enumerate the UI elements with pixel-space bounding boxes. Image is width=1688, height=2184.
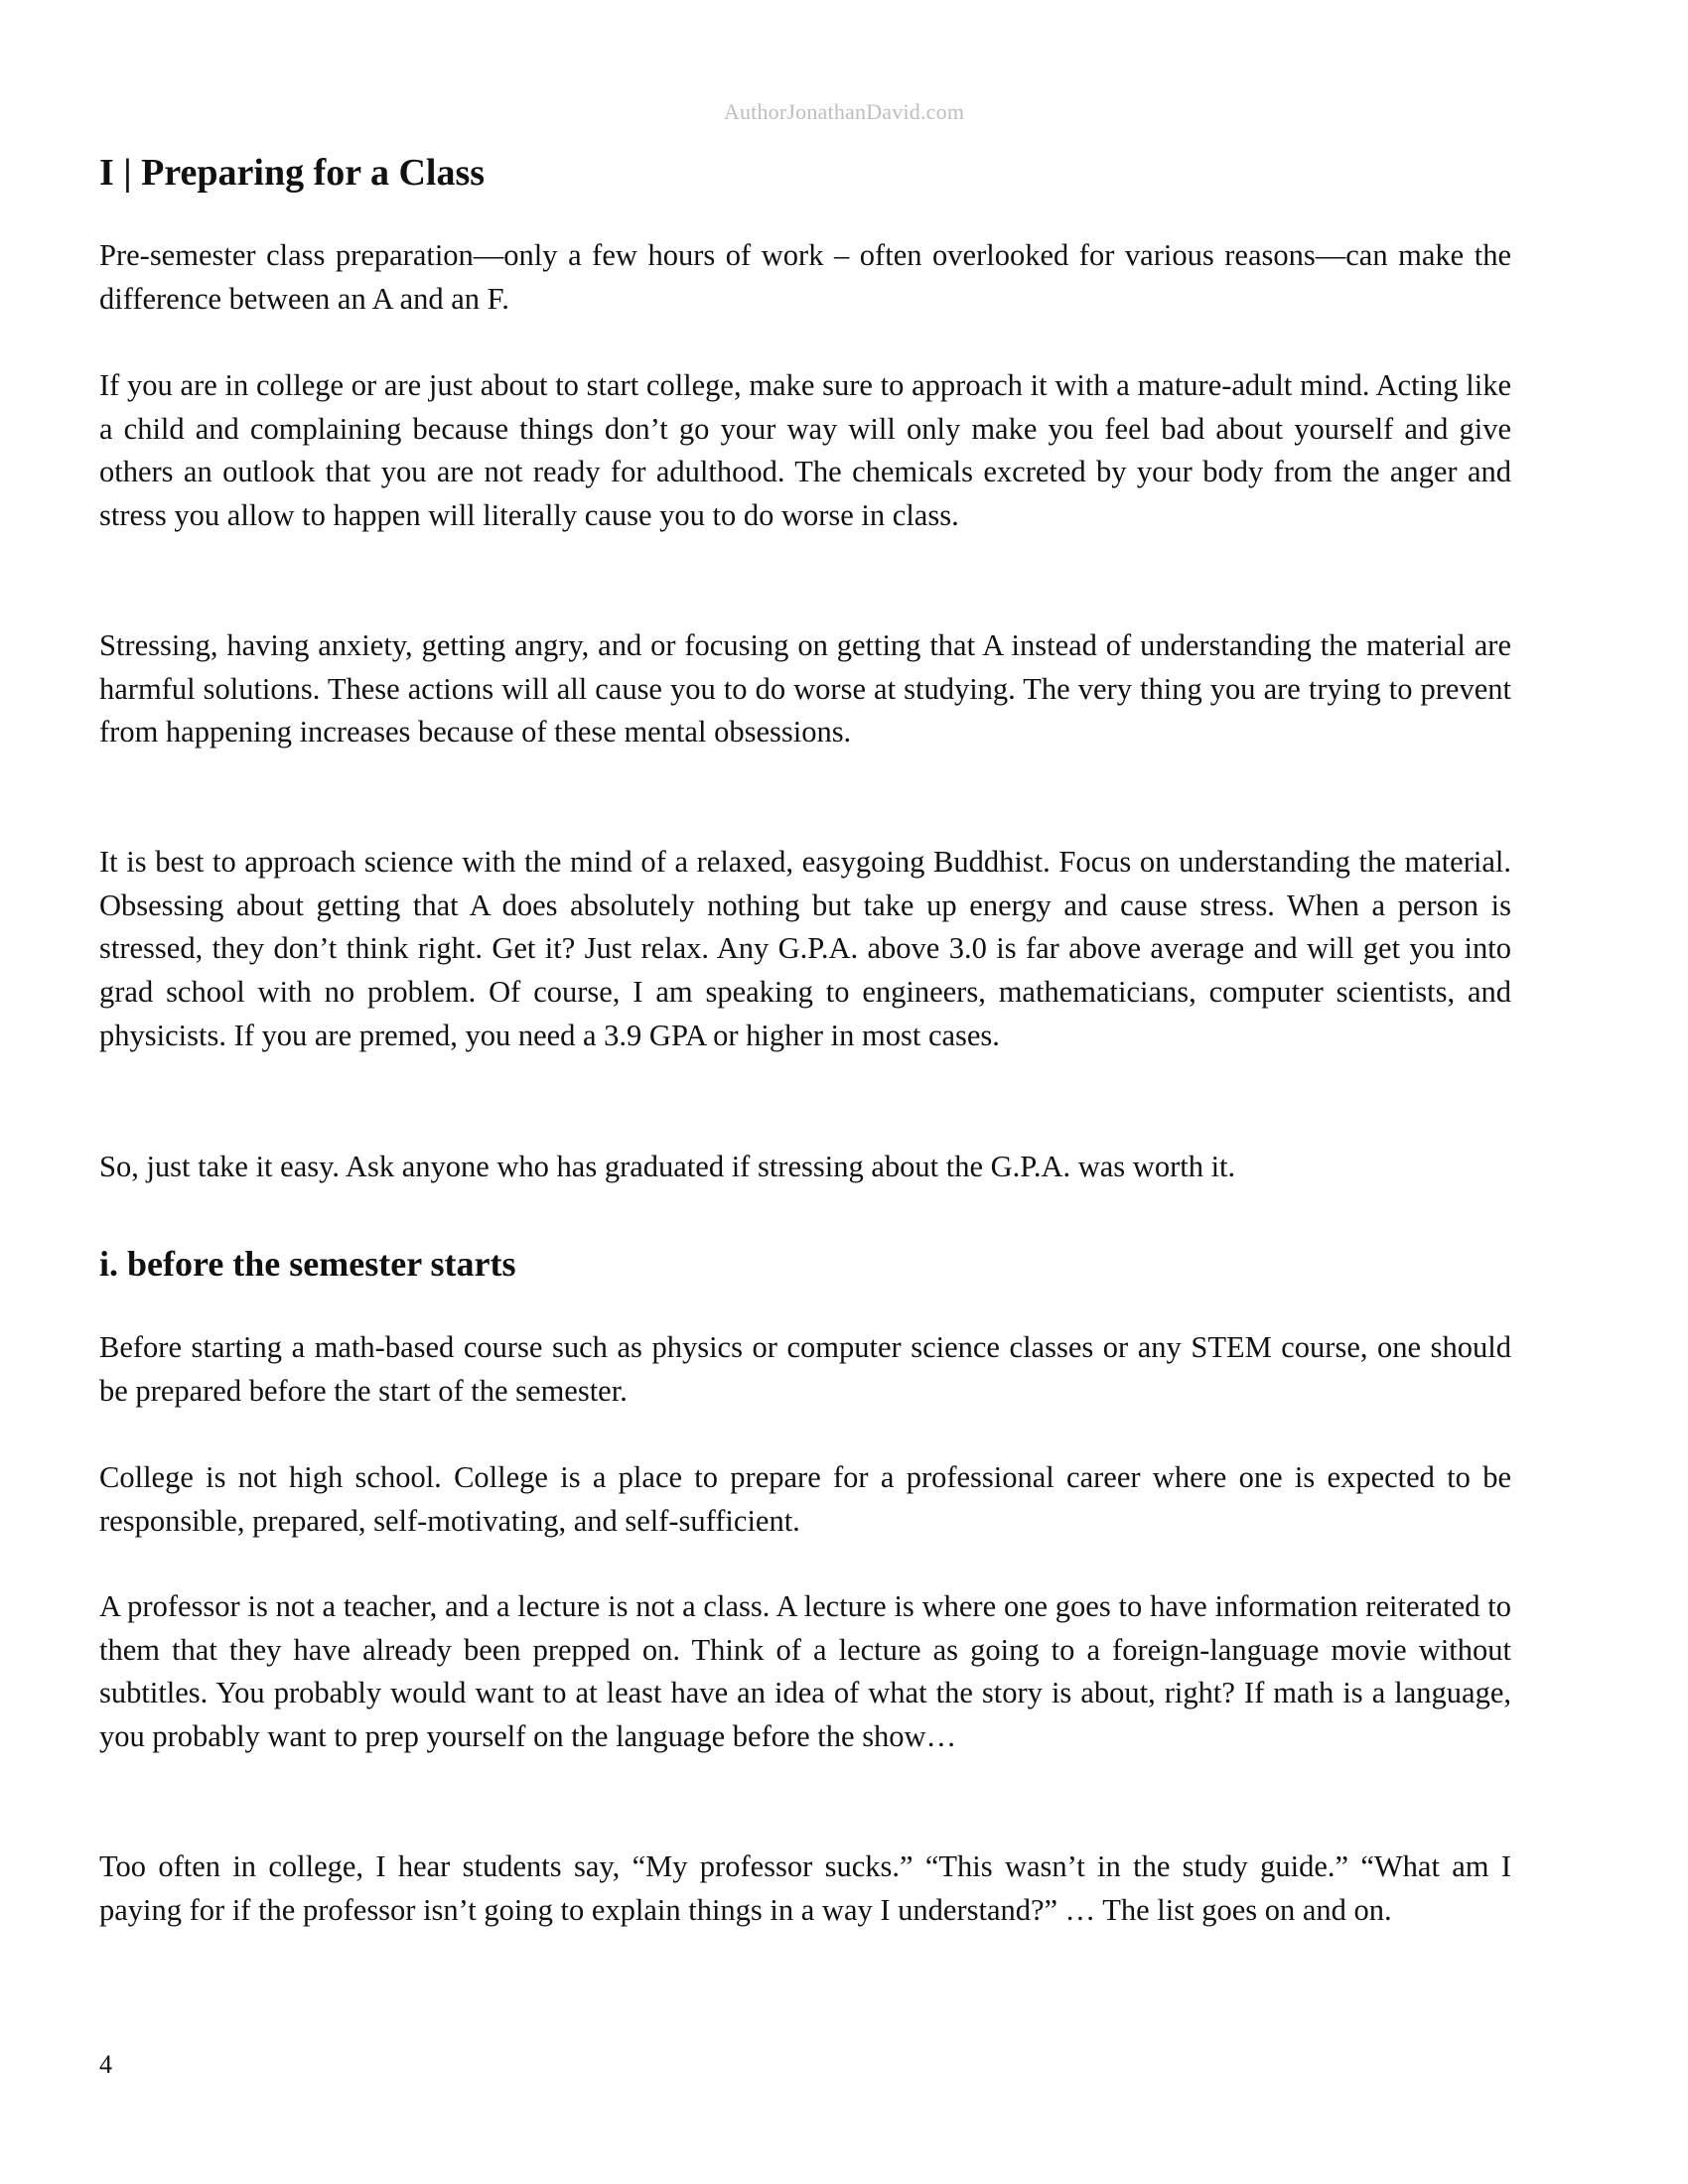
paragraph-complaints: Too often in college, I hear students say, “My professor sucks.” “This wasn’t in the study guide.” “What am I paying for if the professor isn’t going to explain things in a way I understand?” … The list goes on and on.	[99, 1849, 1511, 1927]
chapter-heading: I | Preparing for a Class	[99, 152, 486, 194]
running-header: AuthorJonathanDavid.com	[723, 99, 965, 124]
paragraph-intro: Pre-semester class preparation—only a few hours of work – often overlooked for various reasons—can make the difference between an A and an F.	[99, 238, 1511, 316]
paragraph-stressing: Stressing, having anxiety, getting angry, and or focusing on getting that A instead of understanding the material are harmful solutions. These actions will all cause you to do worse at studying. The very thing you are trying to prevent from happening increases because of these mental obsessions.	[99, 628, 1511, 750]
paragraph-mature-mind: If you are in college or are just about to start college, make sure to approach it with a mature-adult mind. Acting like a child and complaining because things don’t go your way will only make you feel bad about yourself and give others an outlook that you are not ready for adulthood. The chemicals excreted by your body from the anger and stress you allow to happen will literally cause you to do worse in class.	[99, 368, 1511, 533]
paragraph-take-it-easy: So, just take it easy. Ask anyone who has graduated if stressing about the G.P.A. was worth it.	[99, 1150, 1236, 1183]
page-number: 4	[99, 2050, 112, 2079]
paragraph-relaxed-approach: It is best to approach science with the mind of a relaxed, easygoing Buddhist. Focus on understanding the material. Obsessing about getting that A does absolutely nothing but take up energy and cause stress. When a person is stressed, they don’t think right. Get it? Just relax. Any G.P.A. above 3.0 is far above average and will get you into grad school with no problem. Of course, I am speaking to engineers, mathematicians, computer scientists, and physicists. If you are premed, you need a 3.9 GPA or higher in most cases.	[99, 845, 1511, 1052]
paragraph-not-high-school: College is not high school. College is a place to prepare for a professional career where one is expected to be responsible, prepared, self-motivating, and self-sufficient.	[99, 1460, 1511, 1538]
paragraph-before-starting: Before starting a math-based course such as physics or computer science classes or any STEM course, one should be prepared before the start of the semester.	[99, 1330, 1511, 1408]
paragraph-professor-lecture: A professor is not a teacher, and a lecture is not a class. A lecture is where one goes to have information reiterated to them that they have already been prepped on. Think of a lecture as going to a foreign-language movie without subtitles. You probably would want to at least have an idea of what the story is about, right? If math is a language, you probably want to prep yourself on the language before the show…	[99, 1589, 1511, 1754]
section-heading: i. before the semester starts	[99, 1244, 516, 1284]
